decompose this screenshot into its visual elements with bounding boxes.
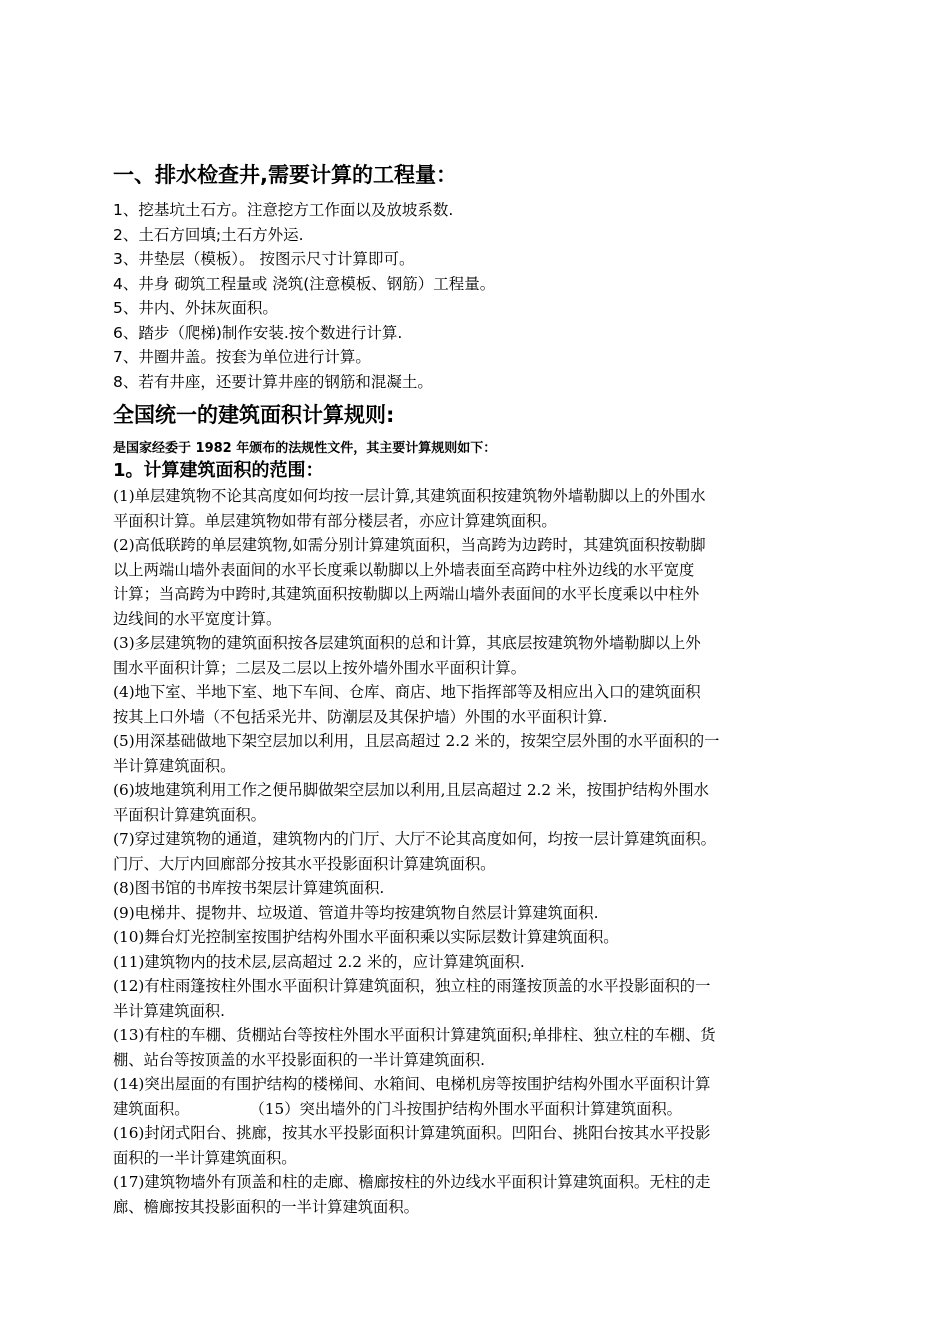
rule-paragraph	[113, 1072, 858, 1121]
list-item: 1、挖基坑土石方。注意挖方工作面以及放坡系数.	[113, 201, 454, 219]
rule-line: (6)坡地建筑利用工作之便吊脚做架空层加以利用,且层高超过 2.2 米，按围护结构外围水	[113, 781, 709, 799]
drainage-item-list	[113, 198, 858, 394]
rule-paragraph	[113, 1023, 858, 1072]
rule-line: (10)舞台灯光控制室按围护结构外围水平面积乘以实际层数计算建筑面积。	[113, 928, 619, 946]
list-item: 3、井垫层（模板）。 按图示尺寸计算即可。	[113, 250, 415, 268]
rule-paragraph	[113, 1121, 858, 1170]
rule-line: (8)图书馆的书库按书架层计算建筑面积.	[113, 879, 385, 897]
intro-text: 是国家经委于 1982 年颁布的法规性文件，其主要计算规则如下：	[113, 441, 497, 456]
rule-paragraph	[113, 1170, 858, 1219]
rule-paragraph	[113, 484, 858, 533]
list-item: 5、井内、外抹灰面积。	[113, 299, 278, 317]
list-item: 6、踏步（爬梯)制作安装.按个数进行计算.	[113, 323, 403, 342]
rules-list	[113, 484, 858, 1219]
document-body	[113, 160, 858, 1219]
section-heading-area-rules: 全国统一的建筑面积计算规则:	[113, 403, 395, 427]
rule-line: 边线间的水平宽度计算。	[113, 609, 282, 628]
rule-line: (5)用深基础做地下架空层加以利用，且层高超过 2.2 米的，按架空层外围的水平面积的一	[113, 732, 720, 750]
rule-line: 面积的一半计算建筑面积。	[113, 1148, 297, 1167]
rule-paragraph	[113, 729, 858, 778]
rule-paragraph	[113, 901, 858, 926]
rule-14-tail: 建筑面积。	[113, 1099, 190, 1118]
rule-line: (3)多层建筑物的建筑面积按各层建筑面积的总和计算，其底层按建筑物外墙勒脚以上外	[113, 634, 701, 652]
rule-paragraph	[113, 631, 858, 680]
rule-line: (2)高低联跨的单层建筑物,如需分别计算建筑面积，当高跨为边跨时，其建筑面积按勒脚	[113, 536, 706, 554]
rule-line: (12)有柱雨篷按柱外围水平面积计算建筑面积，独立柱的雨篷按顶盖的水平投影面积的一	[113, 977, 711, 995]
list-item: 2、土石方回填;土石方外运.	[113, 225, 304, 244]
rule-line: 平面积计算。单层建筑物如带有部分楼层者，亦应计算建筑面积。	[113, 511, 557, 530]
rule-line: (17)建筑物墙外有顶盖和柱的走廊、檐廊按柱的外边线水平面积计算建筑面积。无柱的走	[113, 1173, 711, 1191]
rule-line: 廊、檐廊按其投影面积的一半计算建筑面积。	[113, 1197, 419, 1216]
rule-line: (4)地下室、半地下室、地下车间、仓库、商店、地下指挥部等及相应出入口的建筑面积	[113, 683, 701, 701]
rule-line: (14)突出屋面的有围护结构的楼梯间、水箱间、电梯机房等按围护结构外围水平面积计算	[113, 1075, 711, 1093]
rule-line: (13)有柱的车棚、货棚站台等按柱外围水平面积计算建筑面积;单排柱、独立柱的车棚、货	[113, 1026, 716, 1044]
rule-line: 半计算建筑面积.	[113, 1001, 225, 1020]
rule-15-text: （15）突出墙外的门斗按围护结构外围水平面积计算建筑面积。	[249, 1099, 682, 1118]
rule-paragraph	[113, 925, 858, 950]
rule-line: 平面积计算建筑面积。	[113, 805, 266, 824]
rule-line: 以上两端山墙外表面间的水平长度乘以勒脚以上外墙表面至高跨中柱外边线的水平宽度	[113, 560, 695, 579]
rule-paragraph	[113, 950, 858, 975]
section-heading-drainage: 一、排水检查井,需要计算的工程量：	[113, 163, 457, 187]
rule-paragraph	[113, 827, 858, 876]
rule-line: (1)单层建筑物不论其高度如何均按一层计算,其建筑面积按建筑物外墙勒脚以上的外围水	[113, 487, 706, 505]
rule-line: 计算；当高跨为中跨时,其建筑面积按勒脚以上两端山墙外表面间的水平长度乘以中柱外	[113, 585, 700, 603]
rule-line: 半计算建筑面积。	[113, 756, 236, 775]
rule-paragraph	[113, 974, 858, 1023]
subheading-scope: 1。计算建筑面积的范围：	[113, 460, 324, 481]
rule-line: 按其上口外墙（不包括采光井、防潮层及其保护墙）外围的水平面积计算.	[113, 707, 608, 726]
rule-paragraph	[113, 533, 858, 631]
rule-line: 围水平面积计算；二层及二层以上按外墙外围水平面积计算。	[113, 658, 527, 677]
rule-line: (7)穿过建筑物的通道，建筑物内的门厅、大厅不论其高度如何，均按一层计算建筑面积。	[113, 830, 716, 848]
rule-line: (11)建筑物内的技术层,层高超过 2.2 米的，应计算建筑面积.	[113, 952, 525, 971]
rule-paragraph	[113, 680, 858, 729]
rule-line: (16)封闭式阳台、挑廊，按其水平投影面积计算建筑面积。凹阳台、挑阳台按其水平投影	[113, 1124, 711, 1142]
rule-paragraph	[113, 876, 858, 901]
rule-line: 棚、站台等按顶盖的水平投影面积的一半计算建筑面积.	[113, 1050, 485, 1069]
rule-paragraph	[113, 778, 858, 827]
list-item: 4、井身 砌筑工程量或 浇筑(注意模板、钢筋）工程量。	[113, 274, 496, 293]
rule-line	[113, 1097, 858, 1122]
list-item: 8、若有井座，还要计算井座的钢筋和混凝土。	[113, 372, 433, 391]
rule-line: (9)电梯井、提物井、垃圾道、管道井等均按建筑物自然层计算建筑面积.	[113, 903, 599, 922]
list-item: 7、井圈井盖。按套为单位进行计算。	[113, 348, 371, 366]
rule-line: 门厅、大厅内回廊部分按其水平投影面积计算建筑面积。	[113, 854, 496, 873]
